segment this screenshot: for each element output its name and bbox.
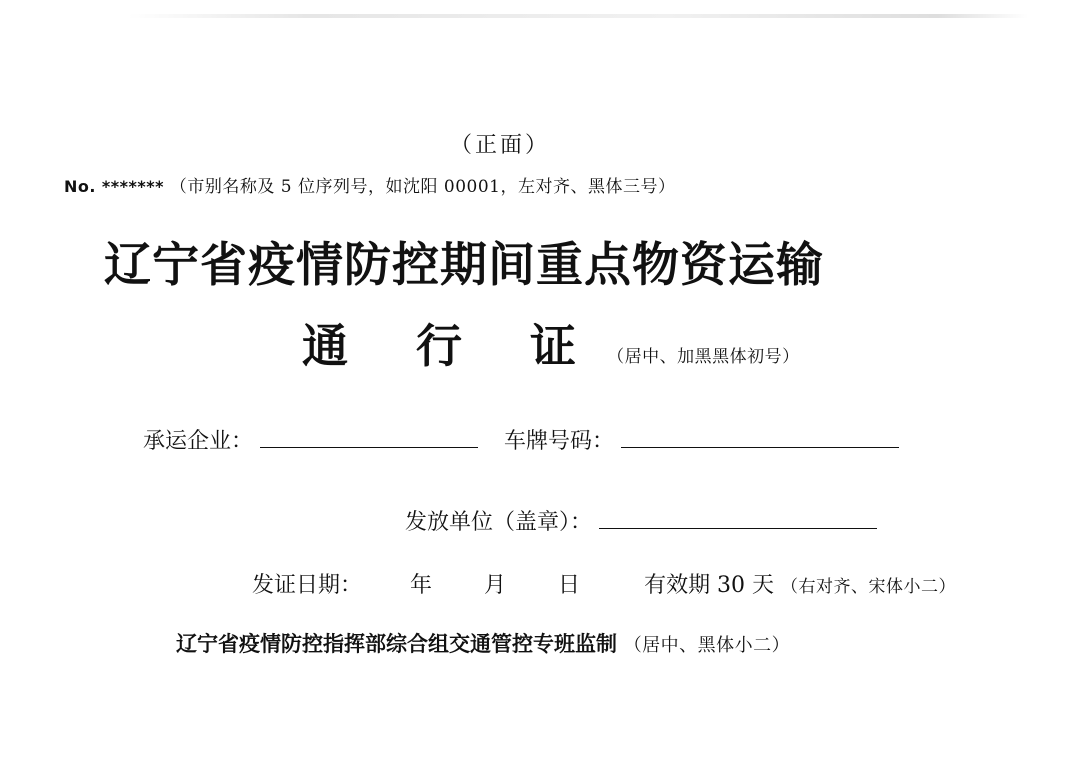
pass-title-note: （居中、加黑黑体初号） [607,347,800,367]
side-label: （正面） [449,133,550,158]
carrier-blank-line[interactable] [260,427,478,448]
serial-note: （市别名称及 5 位序列号，如沈阳 00001，左对齐、黑体三号） [169,177,676,197]
issue-date-label: 发证日期： [252,573,363,598]
plate-blank-line[interactable] [621,427,899,448]
supervisor-note: （居中、黑体小二） [623,635,791,656]
supervisor-text: 辽宁省疫情防控指挥部综合组交通管控专班监制 [176,632,617,656]
carrier-label: 承运企业： [143,429,254,454]
day-label: 日 [558,573,581,598]
carrier-plate-row [143,424,899,455]
issue-date-row [252,568,956,599]
serial-mask: ******* [101,177,164,196]
supervisor-row [176,628,790,658]
pass-title-row [302,310,800,376]
year-label: 年 [410,573,433,598]
issuer-row [405,505,877,536]
validity-note: （右对齐、宋体小二） [781,577,957,597]
pass-title: 通 行 证 [302,319,603,373]
scan-edge-shadow [128,14,1028,18]
month-label: 月 [484,573,507,598]
document-title: 辽宁省疫情防控期间重点物资运输 [104,238,824,293]
issuer-label: 发放单位（盖章）： [405,510,593,535]
issuer-blank-line[interactable] [599,508,877,529]
validity-text: 有效期 30 天 [644,573,775,598]
serial-number-row [64,172,675,197]
plate-label: 车牌号码： [504,429,615,454]
serial-prefix: No. [64,177,96,196]
